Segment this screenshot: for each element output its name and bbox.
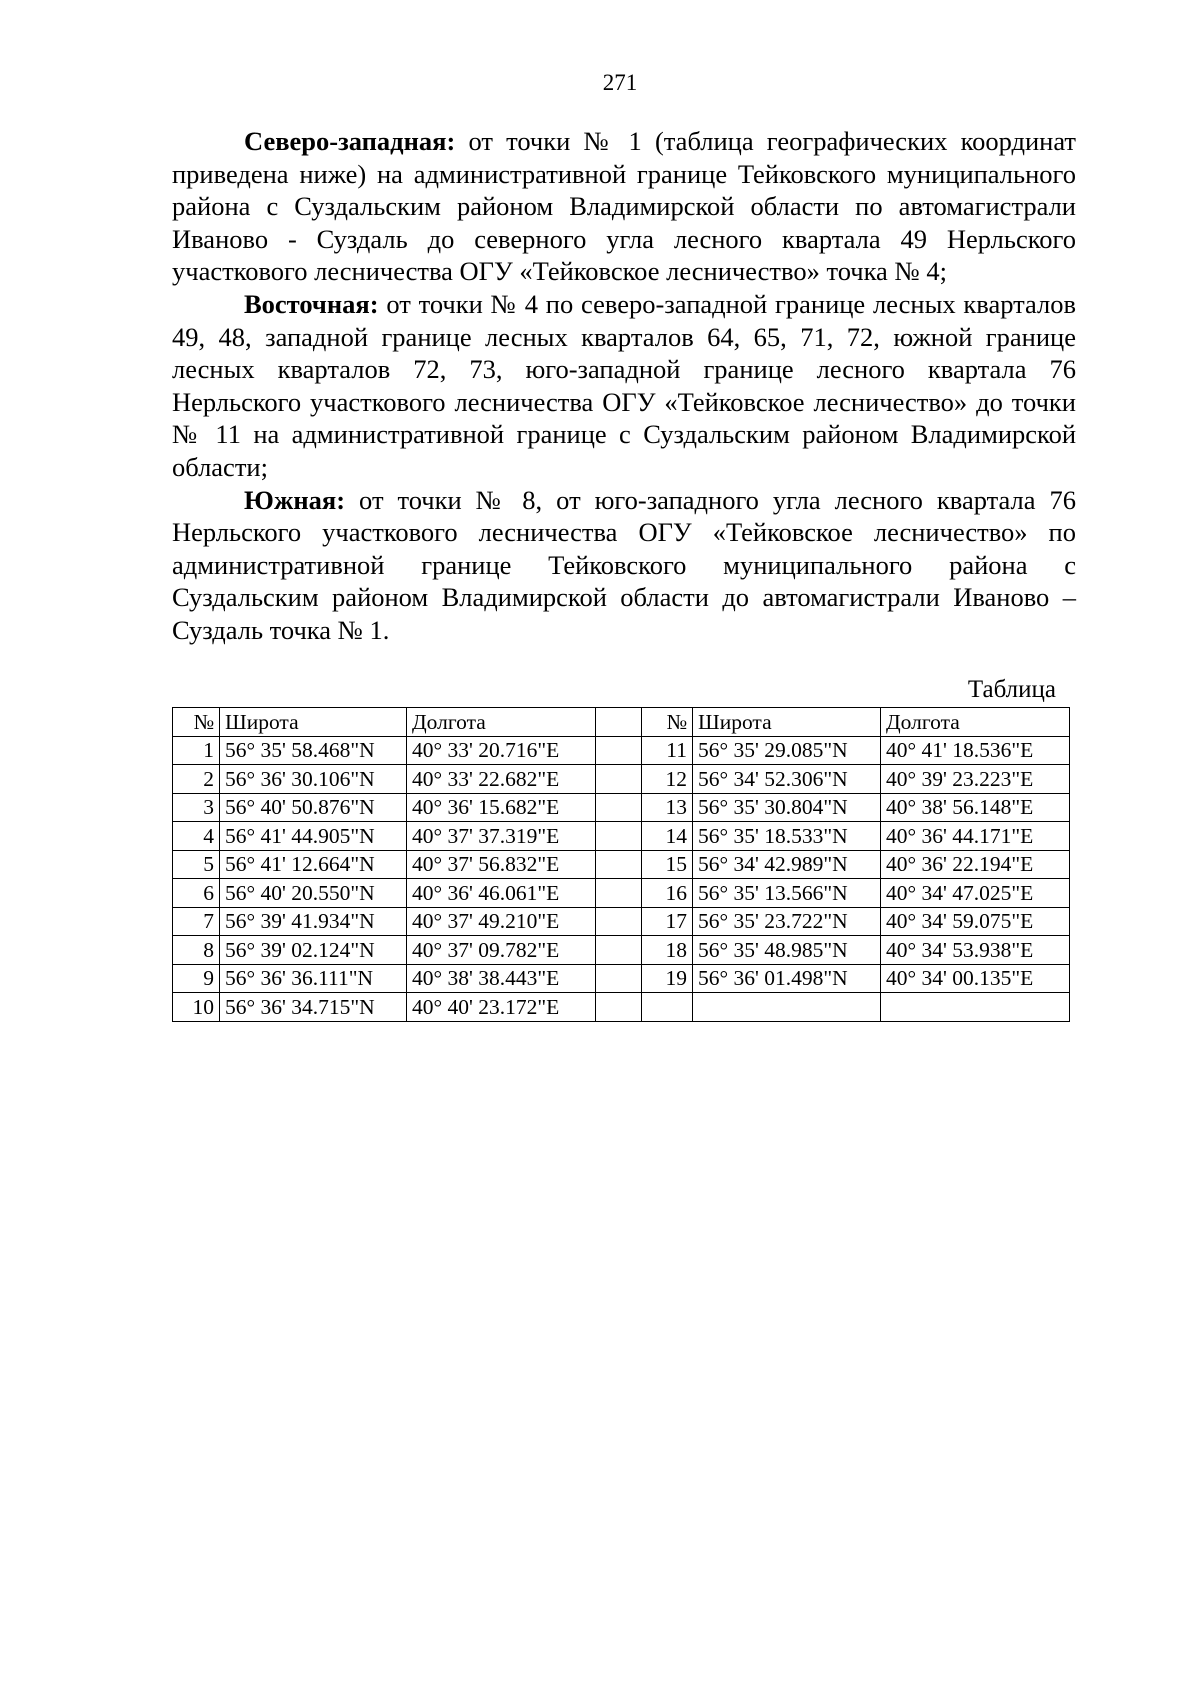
longitude-cell: 40° 36' 15.682"E xyxy=(407,793,596,822)
latitude-cell: 56° 36' 30.106"N xyxy=(220,765,407,794)
coordinates-table xyxy=(172,707,1070,1022)
longitude-cell: 40° 34' 53.938"E xyxy=(881,936,1070,965)
latitude-cell: 56° 35' 29.085"N xyxy=(693,736,881,765)
point-number-cell: 4 xyxy=(173,822,220,851)
point-number-cell: 13 xyxy=(642,793,693,822)
table-row xyxy=(173,936,1070,965)
point-number-cell: 6 xyxy=(173,879,220,908)
spacer-cell xyxy=(596,708,642,737)
point-number-cell: 9 xyxy=(173,964,220,993)
header-lat: Широта xyxy=(693,708,881,737)
longitude-cell: 40° 33' 22.682"E xyxy=(407,765,596,794)
point-number-cell: 14 xyxy=(642,822,693,851)
table-row xyxy=(173,879,1070,908)
table-row xyxy=(173,765,1070,794)
paragraph-heading: Северо-западная: xyxy=(244,126,456,156)
table-row xyxy=(173,993,1070,1022)
table-row xyxy=(173,850,1070,879)
longitude-cell: 40° 34' 47.025"E xyxy=(881,879,1070,908)
longitude-cell: 40° 38' 56.148"E xyxy=(881,793,1070,822)
point-number-cell: 18 xyxy=(642,936,693,965)
point-number-cell: 1 xyxy=(173,736,220,765)
point-number-cell: 17 xyxy=(642,907,693,936)
point-number-cell: 10 xyxy=(173,993,220,1022)
latitude-cell: 56° 35' 48.985"N xyxy=(693,936,881,965)
paragraph-south xyxy=(172,484,1076,647)
header-lon: Долгота xyxy=(881,708,1070,737)
latitude-cell: 56° 35' 58.468"N xyxy=(220,736,407,765)
longitude-cell: 40° 37' 09.782"E xyxy=(407,936,596,965)
longitude-cell: 40° 39' 23.223"E xyxy=(881,765,1070,794)
latitude-cell: 56° 34' 42.989"N xyxy=(693,850,881,879)
point-number-cell: 12 xyxy=(642,765,693,794)
longitude-cell: 40° 34' 00.135"E xyxy=(881,964,1070,993)
spacer-cell xyxy=(596,993,642,1022)
header-lon: Долгота xyxy=(407,708,596,737)
latitude-cell: 56° 36' 36.111"N xyxy=(220,964,407,993)
paragraph-text: от точки № 8, от юго-западного угла лесного квартала 76 Нерльского участкового лесничества ОГУ «Тейковское лесничество» по административной границе Тейковского муниципального района с Суздальским районом Владимирской области до автомагистрали Иваново – Суздаль точка № 1. xyxy=(172,484,1076,645)
latitude-cell: 56° 35' 18.533"N xyxy=(693,822,881,851)
latitude-cell: 56° 35' 13.566"N xyxy=(693,879,881,908)
latitude-cell: 56° 41' 44.905"N xyxy=(220,822,407,851)
latitude-cell: 56° 36' 34.715"N xyxy=(220,993,407,1022)
table-row xyxy=(173,907,1070,936)
spacer-cell xyxy=(596,907,642,936)
latitude-cell: 56° 39' 41.934"N xyxy=(220,907,407,936)
spacer-cell xyxy=(596,850,642,879)
point-number-cell: 2 xyxy=(173,765,220,794)
point-number-cell xyxy=(642,993,693,1022)
header-num: № xyxy=(173,708,220,737)
table-row xyxy=(173,822,1070,851)
longitude-cell: 40° 38' 38.443"E xyxy=(407,964,596,993)
spacer-cell xyxy=(596,765,642,794)
point-number-cell: 5 xyxy=(173,850,220,879)
paragraph-text: от точки № 4 по северо-западной границе лесных кварталов 49, 48, западной границе лесных кварталов 64, 65, 71, 72, южной границе лесных кварталов 72, 73, юго-западной границе лесного квартала 76 Нерльского участкового лесничества ОГУ «Тейковское лесничество» до точки № 11 на административной границе с Суздальским районом Владимирской области; xyxy=(172,288,1076,482)
longitude-cell: 40° 37' 56.832"E xyxy=(407,850,596,879)
table-row xyxy=(173,964,1070,993)
longitude-cell xyxy=(881,993,1070,1022)
header-lat: Широта xyxy=(220,708,407,737)
longitude-cell: 40° 40' 23.172"E xyxy=(407,993,596,1022)
point-number-cell: 3 xyxy=(173,793,220,822)
spacer-cell xyxy=(596,936,642,965)
paragraph-heading: Восточная: xyxy=(244,288,379,319)
latitude-cell xyxy=(693,993,881,1022)
longitude-cell: 40° 37' 49.210"E xyxy=(407,907,596,936)
latitude-cell: 56° 40' 20.550"N xyxy=(220,879,407,908)
table-header-row xyxy=(173,708,1070,737)
latitude-cell: 56° 40' 50.876"N xyxy=(220,793,407,822)
point-number-cell: 16 xyxy=(642,879,693,908)
latitude-cell: 56° 34' 52.306"N xyxy=(693,765,881,794)
paragraph-northwest xyxy=(172,125,1076,288)
header-num: № xyxy=(642,708,693,737)
point-number-cell: 19 xyxy=(642,964,693,993)
longitude-cell: 40° 34' 59.075"E xyxy=(881,907,1070,936)
spacer-cell xyxy=(596,822,642,851)
spacer-cell xyxy=(596,793,642,822)
longitude-cell: 40° 33' 20.716"E xyxy=(407,736,596,765)
latitude-cell: 56° 36' 01.498"N xyxy=(693,964,881,993)
boundary-description xyxy=(172,125,1076,647)
table-row xyxy=(173,793,1070,822)
latitude-cell: 56° 39' 02.124"N xyxy=(220,936,407,965)
longitude-cell: 40° 36' 44.171"E xyxy=(881,822,1070,851)
longitude-cell: 40° 37' 37.319"E xyxy=(407,822,596,851)
point-number-cell: 8 xyxy=(173,936,220,965)
table-caption: Таблица xyxy=(967,676,1056,703)
latitude-cell: 56° 41' 12.664"N xyxy=(220,850,407,879)
point-number-cell: 15 xyxy=(642,850,693,879)
latitude-cell: 56° 35' 23.722"N xyxy=(693,907,881,936)
paragraph-east xyxy=(172,288,1076,484)
paragraph-text: от точки № 1 (таблица географических координат приведена ниже) на административной границе Тейковского муниципального района с Суздальским районом Владимирской области по автомагистрали Иваново - Суздаль до северного угла лесного квартала 49 Нерльского участкового лесничества ОГУ «Тейковское лесничество» точка № 4; xyxy=(172,126,1076,287)
point-number-cell: 7 xyxy=(173,907,220,936)
longitude-cell: 40° 41' 18.536"E xyxy=(881,736,1070,765)
latitude-cell: 56° 35' 30.804"N xyxy=(693,793,881,822)
table-row xyxy=(173,736,1070,765)
spacer-cell xyxy=(596,736,642,765)
longitude-cell: 40° 36' 46.061"E xyxy=(407,879,596,908)
paragraph-heading: Южная: xyxy=(244,484,346,515)
longitude-cell: 40° 36' 22.194"E xyxy=(881,850,1070,879)
spacer-cell xyxy=(596,964,642,993)
page-number: 271 xyxy=(602,70,638,95)
point-number-cell: 11 xyxy=(642,736,693,765)
spacer-cell xyxy=(596,879,642,908)
